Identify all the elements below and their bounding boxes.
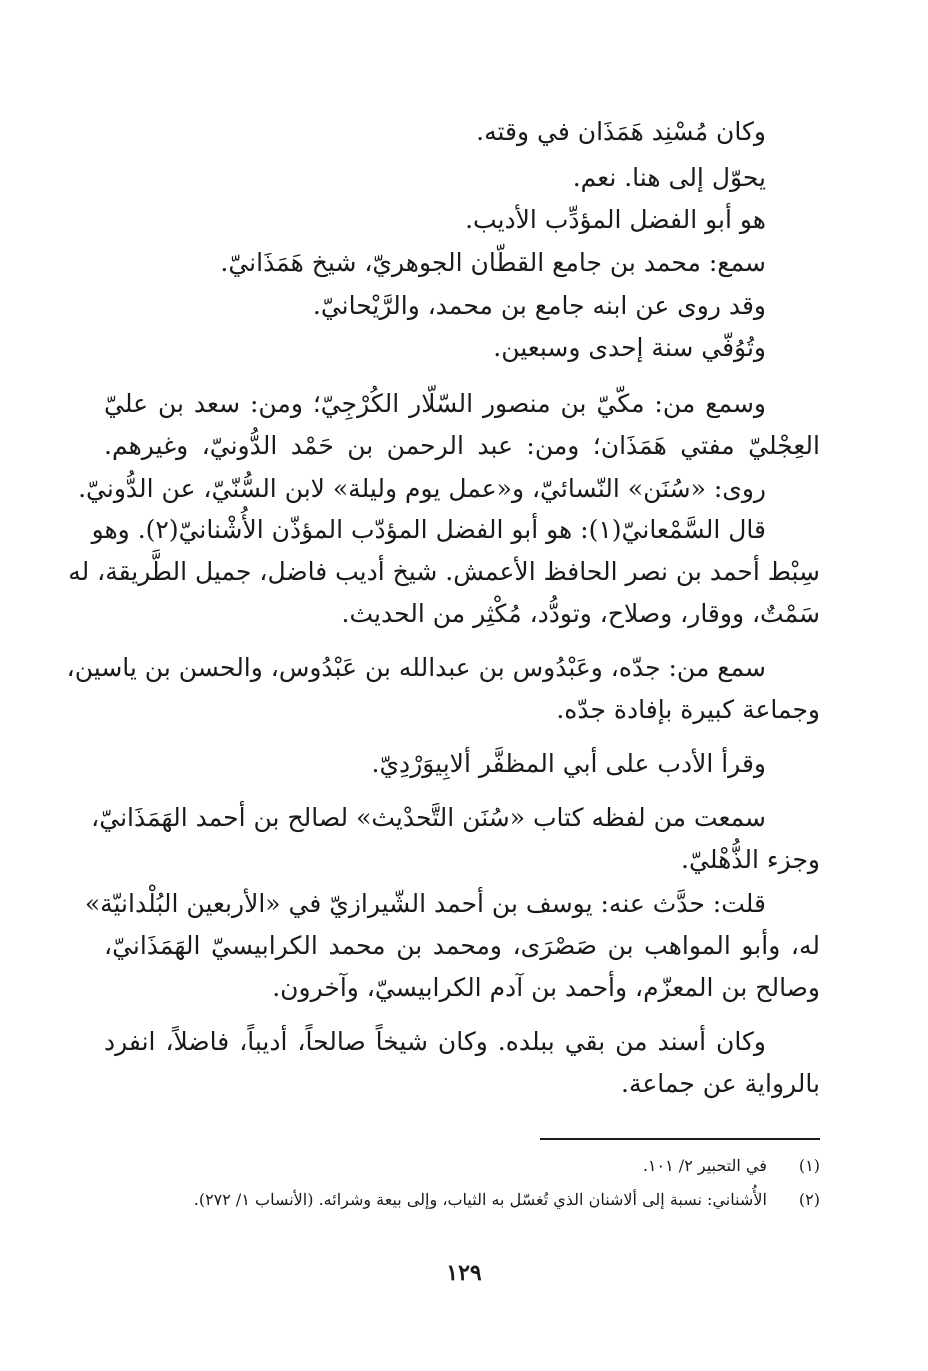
intro-line: وتُوُفّي سنة إحدى وسبعين. xyxy=(493,333,766,362)
narrators-line: وصالح بن المعزّم، وأحمد بن آدم الكرابيسيّ، وآخرون. xyxy=(272,973,820,1002)
samani-line: قال السَّمْعانيّ(١): هو أبو الفضل المؤدّب المؤذّن الأُشْنانيّ(٢). وهو xyxy=(91,515,766,544)
samani-line: سَمْتٌ، ووقار، وصلاح، وتودُّد، مُكْثِر من الحديث. xyxy=(341,599,820,628)
heard-from-line: العِجْليّ مفتي هَمَذَان؛ ومن: عبد الرحمن بن حَمْد الدُّونيّ، وغيرهم. xyxy=(104,431,820,460)
footnote-number: (١) xyxy=(798,1156,820,1175)
page-number: ١٢٩ xyxy=(446,1260,482,1286)
intro-line: سمع: محمد بن جامع القطّان الجوهريّ، شيخ هَمَذَانيّ. xyxy=(220,248,766,277)
adab-line: وقرأ الأدب على أبي المظفَّر ألابِيوَرْدِيّ. xyxy=(371,749,766,778)
heard-from-2-line: وجماعة كبيرة بإفادة جدّه. xyxy=(556,695,820,724)
heard-from-2-line: سمع من: جدّه، وعَبْدُوس بن عبدالله بن عَبْدُوس، والحسن بن ياسين، xyxy=(66,653,766,682)
intro-line: وقد روى عن ابنه جامع بن محمد، والرَّيْحانيّ. xyxy=(312,291,766,320)
closing-line: وكان أسند من بقي ببلده. وكان شيخاً صالحاً، أديباً، فاضلاً، انفرد xyxy=(104,1027,767,1056)
footnote-text: في التحبير ٢/ ١٠١. xyxy=(642,1156,767,1175)
narrated-line: روى: «سُنَن» النّسائيّ، و«عمل يوم وليلة» لابن السُّنّيّ، عن الدُّونيّ. xyxy=(78,474,766,503)
footnote-1 xyxy=(643,1154,820,1178)
samani-line: سِبْط أحمد بن نصر الحافظ الأعمش. شيخ أديب فاضل، جميل الطَّريقة، له xyxy=(68,557,820,586)
intro-line: يحوّل إلى هنا. نعم. xyxy=(572,163,766,192)
intro-line: وكان مُسْنِد هَمَذَان في وقته. xyxy=(476,117,766,146)
heard-book-line: سمعت من لفظه كتاب «سُنَن التَّحدْيث» لصالح بن أحمد الهَمَذَانيّ، xyxy=(91,803,766,832)
footnote-text: الأُشناني: نسبة إلى ألاشنان الذي تُغسّل به الثياب، وإلى بيعة وشرائه. (الأنساب ١/ ٢٧٢). xyxy=(193,1190,767,1209)
footnote-separator xyxy=(540,1138,820,1140)
footnote-number: (٢) xyxy=(798,1190,820,1209)
narrators-line: له، وأبو المواهب بن صَصْرَى، ومحمد بن محمد الكرابيسيّ الهَمَذَانيّ، xyxy=(104,931,820,960)
heard-book-line: وجزء الذُّهْليّ. xyxy=(681,845,820,874)
closing-line: بالرواية عن جماعة. xyxy=(621,1069,820,1098)
narrators-line: قلت: حدَّث عنه: يوسف بن أحمد الشّيرازيّ في «الأربعين البُلْدانيّة» xyxy=(84,889,766,918)
intro-line: هو أبو الفضل المؤدِّب الأديب. xyxy=(465,205,766,234)
footnote-2 xyxy=(194,1188,820,1212)
heard-from-line: وسمع من: مكّيّ بن منصور السّلّار الكُرْجِيّ؛ ومن: سعد بن عليّ xyxy=(104,389,766,418)
